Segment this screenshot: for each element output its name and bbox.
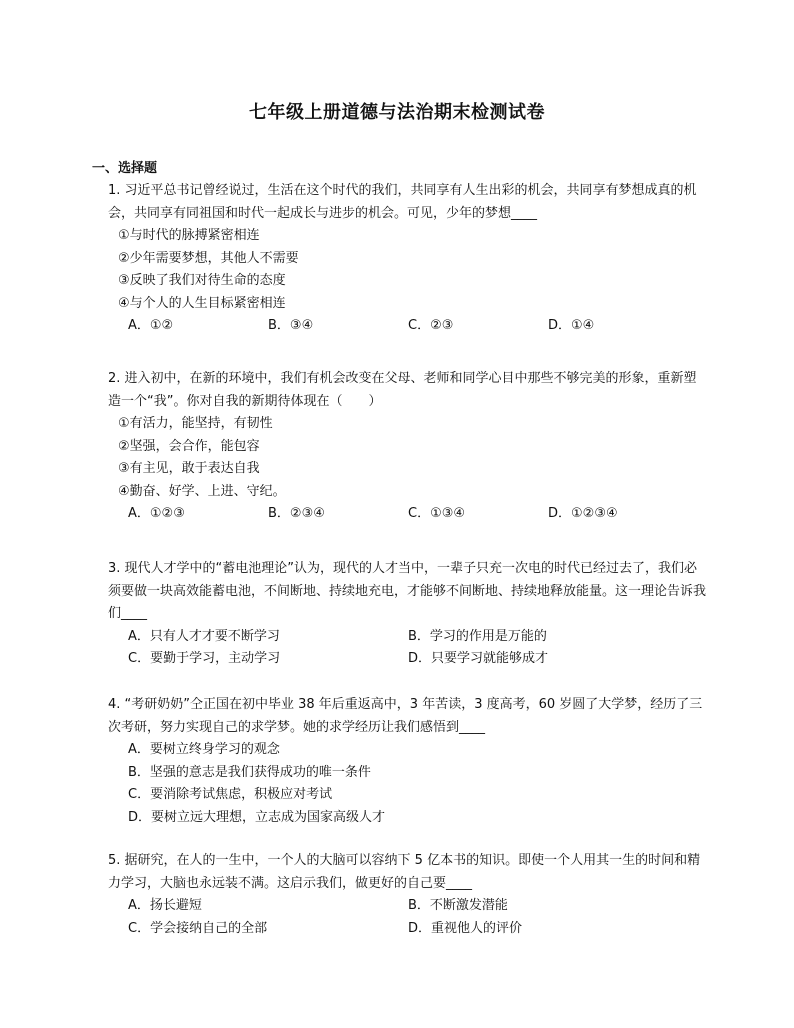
question-5-stem: 5. 据研究，在人的一生中，一个人的大脑可以容纳下 5 亿本书的知识。即使一个人用其一生的时间和精力学习，大脑也永远装不满。这启示我们，做更好的自己要____ <box>108 853 701 891</box>
option-d: D．只要学习就能够成才 <box>408 651 549 666</box>
option-d: D．①④ <box>548 318 595 333</box>
question-3-options <box>108 626 708 671</box>
option-c: C．学会接纳自己的全部 <box>128 920 268 936</box>
option-b: B．不断激发潜能 <box>408 898 508 913</box>
option-a: A．①②③ <box>128 506 185 521</box>
option-a: A．①② <box>128 318 174 333</box>
option-c: C．①③④ <box>408 506 466 521</box>
option-c: C．②③ <box>408 318 454 333</box>
question-1-item-4: ④与个人的人生目标紧密相连 <box>118 295 286 311</box>
question-4-options <box>108 739 708 829</box>
option-d: D．要树立远大理想，立志成为国家高级人才 <box>128 809 386 825</box>
option-b: B．③④ <box>268 318 314 333</box>
question-2-item-3: ③有主见，敢于表达自我 <box>118 461 260 476</box>
question-3 <box>108 558 708 671</box>
question-5 <box>108 850 708 940</box>
option-c: C．要勤于学习，主动学习 <box>128 651 281 666</box>
question-1-stem: 1. 习近平总书记曾经说过，生活在这个时代的我们，共同享有人生出彩的机会，共同享有梦想成真的机会，共同享有同祖国和时代一起成长与进步的机会。可见，少年的梦想____ <box>108 183 697 221</box>
question-4 <box>108 694 708 829</box>
question-4-stem: 4. “考研奶奶”仝正国在初中毕业 38 年后重返高中，3 年苦读，3 度高考，60 岁圆了大学梦，经历了三次考研，努力实现自己的求学梦。她的求学经历让我们感悟到____ <box>108 697 703 735</box>
question-2-item-2: ②坚强，会合作，能包容 <box>118 438 260 454</box>
question-1 <box>108 180 708 338</box>
option-d: D．①②③④ <box>548 506 618 521</box>
option-b: B．坚强的意志是我们获得成功的唯一条件 <box>128 764 371 780</box>
option-a: A．要树立终身学习的观念 <box>128 742 280 757</box>
page-title: 七年级上册道德与法治期末检测试卷 <box>249 102 545 123</box>
question-3-stem: 3. 现代人才学中的“蓄电池理论”认为，现代的人才当中，一辈子只充一次电的时代已经过去了，我们必须要做一块高效能蓄电池，不间断地、持续地充电，才能够不间断地、持续地释放能量。这一理论告诉我们____ <box>108 561 707 621</box>
option-b: B．学习的作用是万能的 <box>408 628 547 644</box>
section-heading: 一、选择题 <box>92 161 158 176</box>
question-1-item-3: ③反映了我们对待生命的态度 <box>118 273 286 288</box>
option-b: B．②③④ <box>268 506 325 521</box>
question-2 <box>108 368 708 526</box>
option-d: D．重视他人的评价 <box>408 920 523 936</box>
question-2-options <box>108 503 708 526</box>
question-1-options <box>108 315 708 338</box>
question-2-item-1: ①有活力，能坚持，有韧性 <box>118 416 273 431</box>
option-a: A．扬长避短 <box>128 898 202 913</box>
option-c: C．要消除考试焦虑，积极应对考试 <box>128 787 333 802</box>
question-2-stem: 2. 进入初中，在新的环境中，我们有机会改变在父母、老师和同学心目中那些不够完美的形象，重新塑造一个“我”。你对自我的新期待体现在（ ） <box>108 371 697 409</box>
question-2-item-4: ④勤奋、好学、上进、守纪。 <box>118 483 286 499</box>
question-5-options <box>108 895 708 940</box>
question-1-item-2: ②少年需要梦想，其他人不需要 <box>118 250 299 266</box>
question-1-item-1: ①与时代的脉搏紧密相连 <box>118 228 260 243</box>
option-a: A．只有人才才要不断学习 <box>128 628 280 644</box>
